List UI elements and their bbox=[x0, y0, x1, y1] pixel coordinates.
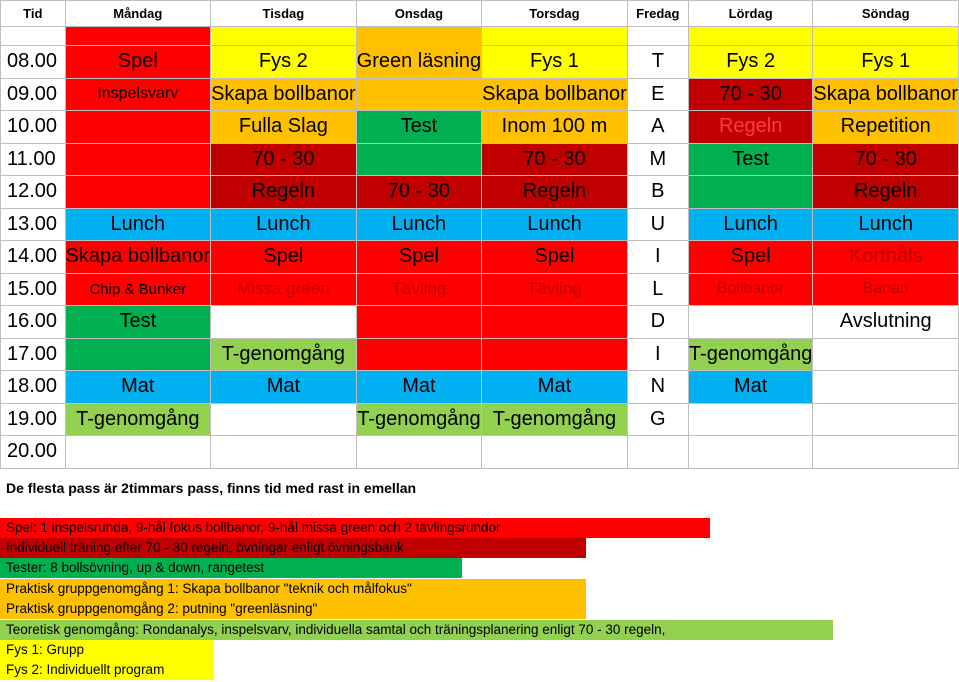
schedule-cell bbox=[813, 338, 959, 371]
color-key-cell bbox=[482, 27, 628, 46]
schedule-cell: Test bbox=[688, 143, 813, 176]
color-key-cell bbox=[813, 27, 959, 46]
color-key-cell bbox=[627, 27, 688, 46]
header-tisdag: Tisdag bbox=[211, 1, 357, 27]
table-row bbox=[1, 436, 959, 469]
schedule-cell: Lunch bbox=[813, 208, 959, 241]
schedule-cell bbox=[65, 143, 211, 176]
legend-spel: Spel: 1 inspelsrunda, 9-hål fokus bollbanor, 9-hål missa green och 2 tävlingsrundor bbox=[0, 518, 710, 538]
schedule-cell: T-genomgång bbox=[688, 338, 813, 371]
schedule-cell: Regeln bbox=[688, 111, 813, 144]
schedule-cell bbox=[813, 436, 959, 469]
legend-fys-1: Fys 1: Grupp bbox=[0, 640, 214, 660]
schedule-cell: Mat bbox=[211, 371, 357, 404]
table-row bbox=[1, 111, 959, 144]
schedule-cell: D bbox=[627, 306, 688, 339]
schedule-cell: Inspelsvarv bbox=[65, 78, 211, 111]
schedule-cell: Lunch bbox=[688, 208, 813, 241]
header-mandag: Måndag bbox=[65, 1, 211, 27]
schedule-cell: T-genomgång bbox=[482, 403, 628, 436]
header-row bbox=[1, 1, 959, 27]
time-cell: 20.00 bbox=[1, 436, 66, 469]
schedule-cell: Skapa bollbanor bbox=[211, 78, 357, 111]
schedule-cell bbox=[356, 338, 482, 371]
schedule-cell: Regeln bbox=[211, 176, 357, 209]
schedule-cell: 70 - 30 bbox=[688, 78, 813, 111]
summary-note: De flesta pass är 2timmars pass, finns tid med rast in emellan bbox=[6, 480, 417, 496]
schedule-cell: T bbox=[627, 46, 688, 79]
schedule-cell bbox=[482, 338, 628, 371]
schedule-cell bbox=[813, 403, 959, 436]
schedule-cell bbox=[65, 338, 211, 371]
schedule-cell: G bbox=[627, 403, 688, 436]
schedule-cell: Skapa bollbanor bbox=[813, 78, 959, 111]
schedule-cell: Spel bbox=[356, 241, 482, 274]
schedule-cell: Fys 2 bbox=[688, 46, 813, 79]
schedule-cell: Avslutning bbox=[813, 306, 959, 339]
schedule-cell: Mat bbox=[482, 371, 628, 404]
schedule-cell: Mat bbox=[356, 371, 482, 404]
schedule-cell: Skapa bollbanor bbox=[65, 241, 211, 274]
schedule-cell: T-genomgång bbox=[356, 403, 482, 436]
schedule-cell: Green läsning bbox=[356, 46, 482, 79]
table-row bbox=[1, 306, 959, 339]
schedule-cell: Mat bbox=[688, 371, 813, 404]
schedule-cell: Lunch bbox=[211, 208, 357, 241]
time-cell: 12.00 bbox=[1, 176, 66, 209]
schedule-cell: Korthåls bbox=[813, 241, 959, 274]
legend-praktisk-1: Praktisk gruppgenomgång 1: Skapa bollbanor "teknik och målfokus" bbox=[0, 579, 586, 599]
schedule-cell: Lunch bbox=[65, 208, 211, 241]
schedule-cell bbox=[211, 436, 357, 469]
schedule-cell: Lunch bbox=[356, 208, 482, 241]
schedule-cell bbox=[688, 403, 813, 436]
time-cell: 15.00 bbox=[1, 273, 66, 306]
table-row bbox=[1, 78, 959, 111]
color-key-cell bbox=[211, 27, 357, 46]
schedule-cell bbox=[65, 436, 211, 469]
table-row bbox=[1, 403, 959, 436]
schedule-cell bbox=[211, 306, 357, 339]
schedule-cell: Spel bbox=[688, 241, 813, 274]
color-key-cell bbox=[688, 27, 813, 46]
schedule-cell: Regeln bbox=[482, 176, 628, 209]
schedule-cell: A bbox=[627, 111, 688, 144]
table-row bbox=[1, 143, 959, 176]
color-key-cell bbox=[1, 27, 66, 46]
table-row bbox=[1, 241, 959, 274]
schedule-cell bbox=[356, 143, 482, 176]
legend-praktisk-2: Praktisk gruppgenomgång 2: putning "greenläsning" bbox=[0, 599, 586, 619]
schedule-cell: 70 - 30 bbox=[211, 143, 357, 176]
schedule-cell: Test bbox=[65, 306, 211, 339]
schedule-cell: Chip & Bunker bbox=[65, 273, 211, 306]
schedule-cell: N bbox=[627, 371, 688, 404]
schedule-cell bbox=[356, 306, 482, 339]
time-cell: 08.00 bbox=[1, 46, 66, 79]
schedule-cell: Banan bbox=[813, 273, 959, 306]
time-cell: 16.00 bbox=[1, 306, 66, 339]
schedule-cell: Fulla Slag bbox=[211, 111, 357, 144]
schedule-cell bbox=[482, 436, 628, 469]
color-key-row bbox=[1, 27, 959, 46]
schedule-cell: Spel bbox=[65, 46, 211, 79]
legend-individuell: Individuell träning efter 70 - 30 regeln, övningar enligt övningsbank bbox=[0, 538, 586, 558]
schedule-cell: 70 - 30 bbox=[482, 143, 628, 176]
table-row bbox=[1, 273, 959, 306]
time-cell: 19.00 bbox=[1, 403, 66, 436]
schedule-cell: I bbox=[627, 241, 688, 274]
table-row bbox=[1, 176, 959, 209]
time-cell: 14.00 bbox=[1, 241, 66, 274]
schedule-cell: Spel bbox=[211, 241, 357, 274]
schedule-cell: U bbox=[627, 208, 688, 241]
schedule-cell: Spel bbox=[482, 241, 628, 274]
time-cell: 13.00 bbox=[1, 208, 66, 241]
header-tid: Tid bbox=[1, 1, 66, 27]
schedule-cell: Tävling bbox=[482, 273, 628, 306]
header-lordag: Lördag bbox=[688, 1, 813, 27]
schedule-cell bbox=[813, 371, 959, 404]
table-row bbox=[1, 338, 959, 371]
schedule-cell bbox=[65, 111, 211, 144]
schedule-cell: 70 - 30 bbox=[356, 176, 482, 209]
schedule-cell bbox=[627, 436, 688, 469]
time-cell: 10.00 bbox=[1, 111, 66, 144]
schedule-cell: Missa green bbox=[211, 273, 357, 306]
table-row bbox=[1, 46, 959, 79]
header-onsdag: Onsdag bbox=[356, 1, 482, 27]
schedule-cell: Fys 1 bbox=[813, 46, 959, 79]
schedule-cell: T-genomgång bbox=[65, 403, 211, 436]
schedule-cell: Bollbanor bbox=[688, 273, 813, 306]
schedule-cell bbox=[482, 306, 628, 339]
schedule-cell bbox=[65, 176, 211, 209]
schedule-cell: L bbox=[627, 273, 688, 306]
schedule-cell: Repetition bbox=[813, 111, 959, 144]
header-fredag: Fredag bbox=[627, 1, 688, 27]
schedule-cell bbox=[688, 436, 813, 469]
header-sondag: Söndag bbox=[813, 1, 959, 27]
schedule-cell: Mat bbox=[65, 371, 211, 404]
schedule-cell bbox=[356, 78, 482, 111]
time-cell: 11.00 bbox=[1, 143, 66, 176]
header-torsdag: Torsdag bbox=[482, 1, 628, 27]
table-row bbox=[1, 371, 959, 404]
schedule-cell: Lunch bbox=[482, 208, 628, 241]
schedule-cell: Test bbox=[356, 111, 482, 144]
schedule-cell: Skapa bollbanor bbox=[482, 78, 628, 111]
schedule-cell: Fys 1 bbox=[482, 46, 628, 79]
schedule-cell bbox=[211, 403, 357, 436]
schedule-cell: E bbox=[627, 78, 688, 111]
schedule-cell: Inom 100 m bbox=[482, 111, 628, 144]
table-row bbox=[1, 208, 959, 241]
schedule-cell: 70 - 30 bbox=[813, 143, 959, 176]
schedule-cell: T-genomgång bbox=[211, 338, 357, 371]
schedule-cell: Fys 2 bbox=[211, 46, 357, 79]
schedule-cell bbox=[688, 176, 813, 209]
schedule-cell: Regeln bbox=[813, 176, 959, 209]
time-cell: 09.00 bbox=[1, 78, 66, 111]
schedule-cell bbox=[688, 306, 813, 339]
time-cell: 17.00 bbox=[1, 338, 66, 371]
schedule-cell bbox=[356, 436, 482, 469]
color-key-cell bbox=[65, 27, 211, 46]
schedule-cell: B bbox=[627, 176, 688, 209]
schedule-cell: Tävling bbox=[356, 273, 482, 306]
legend-fys-2: Fys 2: Individuellt program bbox=[0, 660, 214, 680]
time-cell: 18.00 bbox=[1, 371, 66, 404]
legend-tester: Tester: 8 bollsövning, up & down, rangetest bbox=[0, 558, 462, 578]
schedule-cell: M bbox=[627, 143, 688, 176]
color-key-cell bbox=[356, 27, 482, 46]
schedule-cell: I bbox=[627, 338, 688, 371]
legend-teoretisk: Teoretisk genomgång: Rondanalys, inspelsvarv, individuella samtal och träningsplanering enligt 70 - 30 regeln, bbox=[0, 620, 833, 640]
